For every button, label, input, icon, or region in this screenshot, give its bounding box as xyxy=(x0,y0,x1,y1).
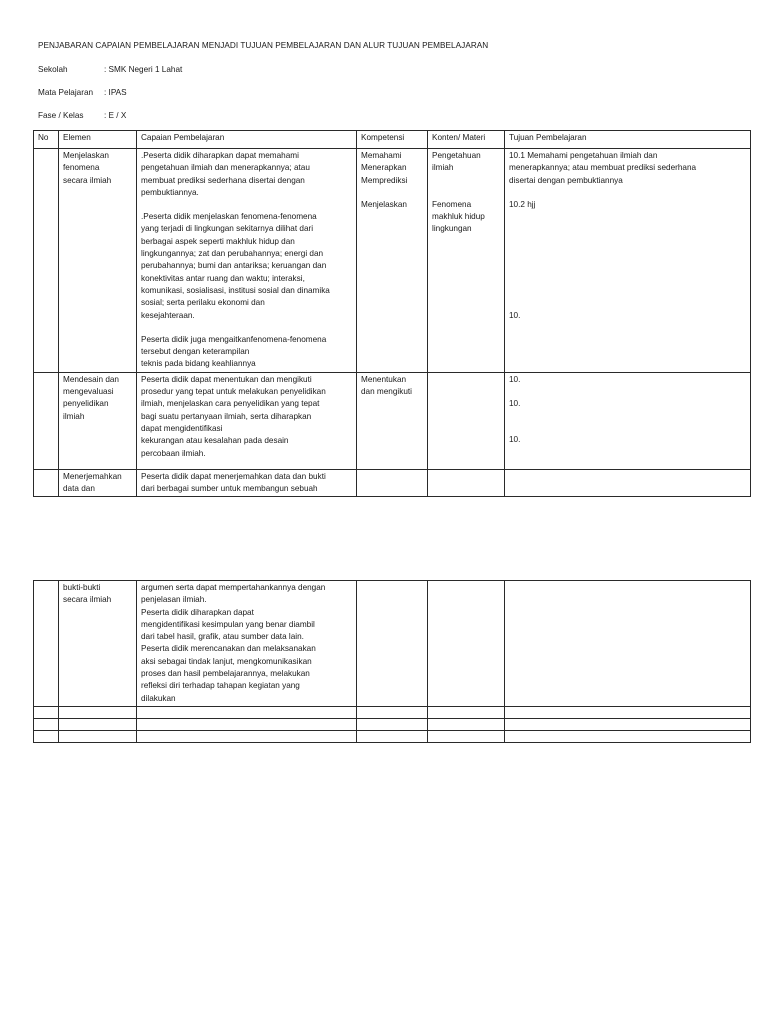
header-capaian: Capaian Pembelajaran xyxy=(137,131,357,149)
table-row-empty xyxy=(34,731,751,743)
cp-tp-table xyxy=(33,130,751,497)
cell-no xyxy=(34,372,59,469)
cell-no xyxy=(34,581,59,707)
cell-konten xyxy=(428,372,505,469)
meta-label: Sekolah xyxy=(38,65,68,74)
tujuan-item: 10. xyxy=(509,311,521,321)
meta-value: : E / X xyxy=(104,111,127,120)
tujuan-item: 10. xyxy=(509,435,521,445)
cell-empty xyxy=(34,719,59,731)
konten-text: Fenomena makhluk hidup lingkungan xyxy=(432,199,485,234)
cell-no xyxy=(34,149,59,373)
cell-tujuan xyxy=(505,372,751,469)
cell-empty xyxy=(137,719,357,731)
meta-row-mata-pelajaran xyxy=(38,87,127,99)
table-header-row xyxy=(34,131,751,149)
cell-empty xyxy=(137,707,357,719)
meta-row-sekolah xyxy=(38,64,182,76)
table-row-empty xyxy=(34,719,751,731)
kompetensi-text: Menjelaskan xyxy=(361,199,407,209)
cell-kompetensi xyxy=(357,581,428,707)
cell-capaian: argumen serta dapat mempertahankannya dengan penjelasan ilmiah. Peserta didik diharapkan dapat mengidentifikasi kesimpulan yang benar diambil dari tabel hasil, grafik, atau sumber data lain. Peserta didik merencanakan dan melaksanakan aksi sebagai tindak lanjut, mengkomunikasikan proses dan hasil pembelajarannya, melakukan refleksi diri terhadap tahapan kegiatan yang dilakukan xyxy=(137,581,357,707)
cell-capaian xyxy=(137,149,357,373)
cell-empty xyxy=(34,731,59,743)
cell-empty xyxy=(505,707,751,719)
cell-konten xyxy=(428,149,505,373)
table-row-empty xyxy=(34,707,751,719)
meta-label: Mata Pelajaran xyxy=(38,88,94,97)
header-kompetensi: Kompetensi xyxy=(357,131,428,149)
meta-label: Fase / Kelas xyxy=(38,111,84,120)
header-elemen: Elemen xyxy=(59,131,137,149)
cell-empty xyxy=(357,731,428,743)
cell-empty xyxy=(59,719,137,731)
header-konten: Konten/ Materi xyxy=(428,131,505,149)
table-row xyxy=(34,469,751,497)
tujuan-item: 10.2 hjj xyxy=(509,199,536,209)
capaian-paragraph: .Peserta didik menjelaskan fenomena-fenomena yang terjadi di lingkungan sekitarnya dilihat dari berbagai aspek seperti makhluk hidup dan lingkungannya; zat dan perubahannya; energi dan perubahannya; bumi dan antariksa; keruangan dan konektivitas antar ruang dan waktu; interaksi, komunikasi, sosialisasi, institusi sosial dan dinamika sosial; serta perilaku ekonomi dan kesejahteraan. xyxy=(141,212,330,320)
meta-value: : SMK Negeri 1 Lahat xyxy=(104,65,183,74)
table-row xyxy=(34,149,751,373)
cell-elemen: Menerjemahkan data dan xyxy=(59,469,137,497)
cell-kompetensi: Menentukan dan mengikuti xyxy=(357,372,428,469)
cell-capaian: Peserta didik dapat menentukan dan mengikuti prosedur yang tepat untuk melakukan penyelidikan ilmiah, menjelaskan cara penyelidikan yang tepat bagi suatu pertanyaan ilmiah, serta diharapkan dapat mengidentifikasi kekurangan atau kesalahan pada desain percobaan ilmiah. xyxy=(137,372,357,469)
tujuan-item: 10. xyxy=(509,399,521,409)
cell-empty xyxy=(505,731,751,743)
cell-empty xyxy=(428,719,505,731)
table-row xyxy=(34,372,751,469)
cell-empty xyxy=(59,731,137,743)
konten-text: Pengetahuan ilmiah xyxy=(432,151,481,173)
cell-kompetensi xyxy=(357,149,428,373)
cell-empty xyxy=(505,719,751,731)
cell-empty xyxy=(428,731,505,743)
meta-value: : IPAS xyxy=(104,88,127,97)
header-no: No xyxy=(34,131,59,149)
tujuan-item: 10. xyxy=(509,374,521,384)
cp-tp-table-continued xyxy=(33,580,751,743)
cell-konten xyxy=(428,581,505,707)
cell-tujuan xyxy=(505,469,751,497)
cell-empty xyxy=(428,707,505,719)
capaian-paragraph: .Peserta didik diharapkan dapat memahami pengetahuan ilmiah dan menerapkannya; atau membuat prediksi sederhana disertai dengan pembuktiannya. xyxy=(141,151,310,197)
cell-empty xyxy=(137,731,357,743)
cell-empty xyxy=(34,707,59,719)
meta-row-fase-kelas xyxy=(38,110,126,122)
document-title: PENJABARAN CAPAIAN PEMBELAJARAN MENJADI TUJUAN PEMBELAJARAN DAN ALUR TUJUAN PEMBELAJARAN xyxy=(38,41,489,50)
cell-elemen: Menjelaskan fenomena secara ilmiah xyxy=(59,149,137,373)
cell-elemen: Mendesain dan mengevaluasi penyelidikan ilmiah xyxy=(59,372,137,469)
cell-empty xyxy=(59,707,137,719)
cell-empty xyxy=(357,719,428,731)
cell-konten xyxy=(428,469,505,497)
cell-tujuan xyxy=(505,581,751,707)
cell-kompetensi xyxy=(357,469,428,497)
table-row xyxy=(34,581,751,707)
cell-empty xyxy=(357,707,428,719)
kompetensi-text: Memahami Menerapkan Memprediksi xyxy=(361,151,408,185)
header-tujuan: Tujuan Pembelajaran xyxy=(505,131,751,149)
cell-capaian: Peserta didik dapat menerjemahkan data dan bukti dari berbagai sumber untuk membangun sebuah xyxy=(137,469,357,497)
cell-no xyxy=(34,469,59,497)
tujuan-item: 10.1 Memahami pengetahuan ilmiah dan menerapkannya; atau membuat prediksi sederhana disertai dengan pembuktiannya xyxy=(509,151,697,185)
capaian-paragraph: Peserta didik juga mengaitkanfenomena-fenomena tersebut dengan keterampilan teknis pada bidang keahliannya xyxy=(141,334,327,369)
cell-elemen: bukti-bukti secara ilmiah xyxy=(59,581,137,707)
cell-tujuan xyxy=(505,149,751,373)
